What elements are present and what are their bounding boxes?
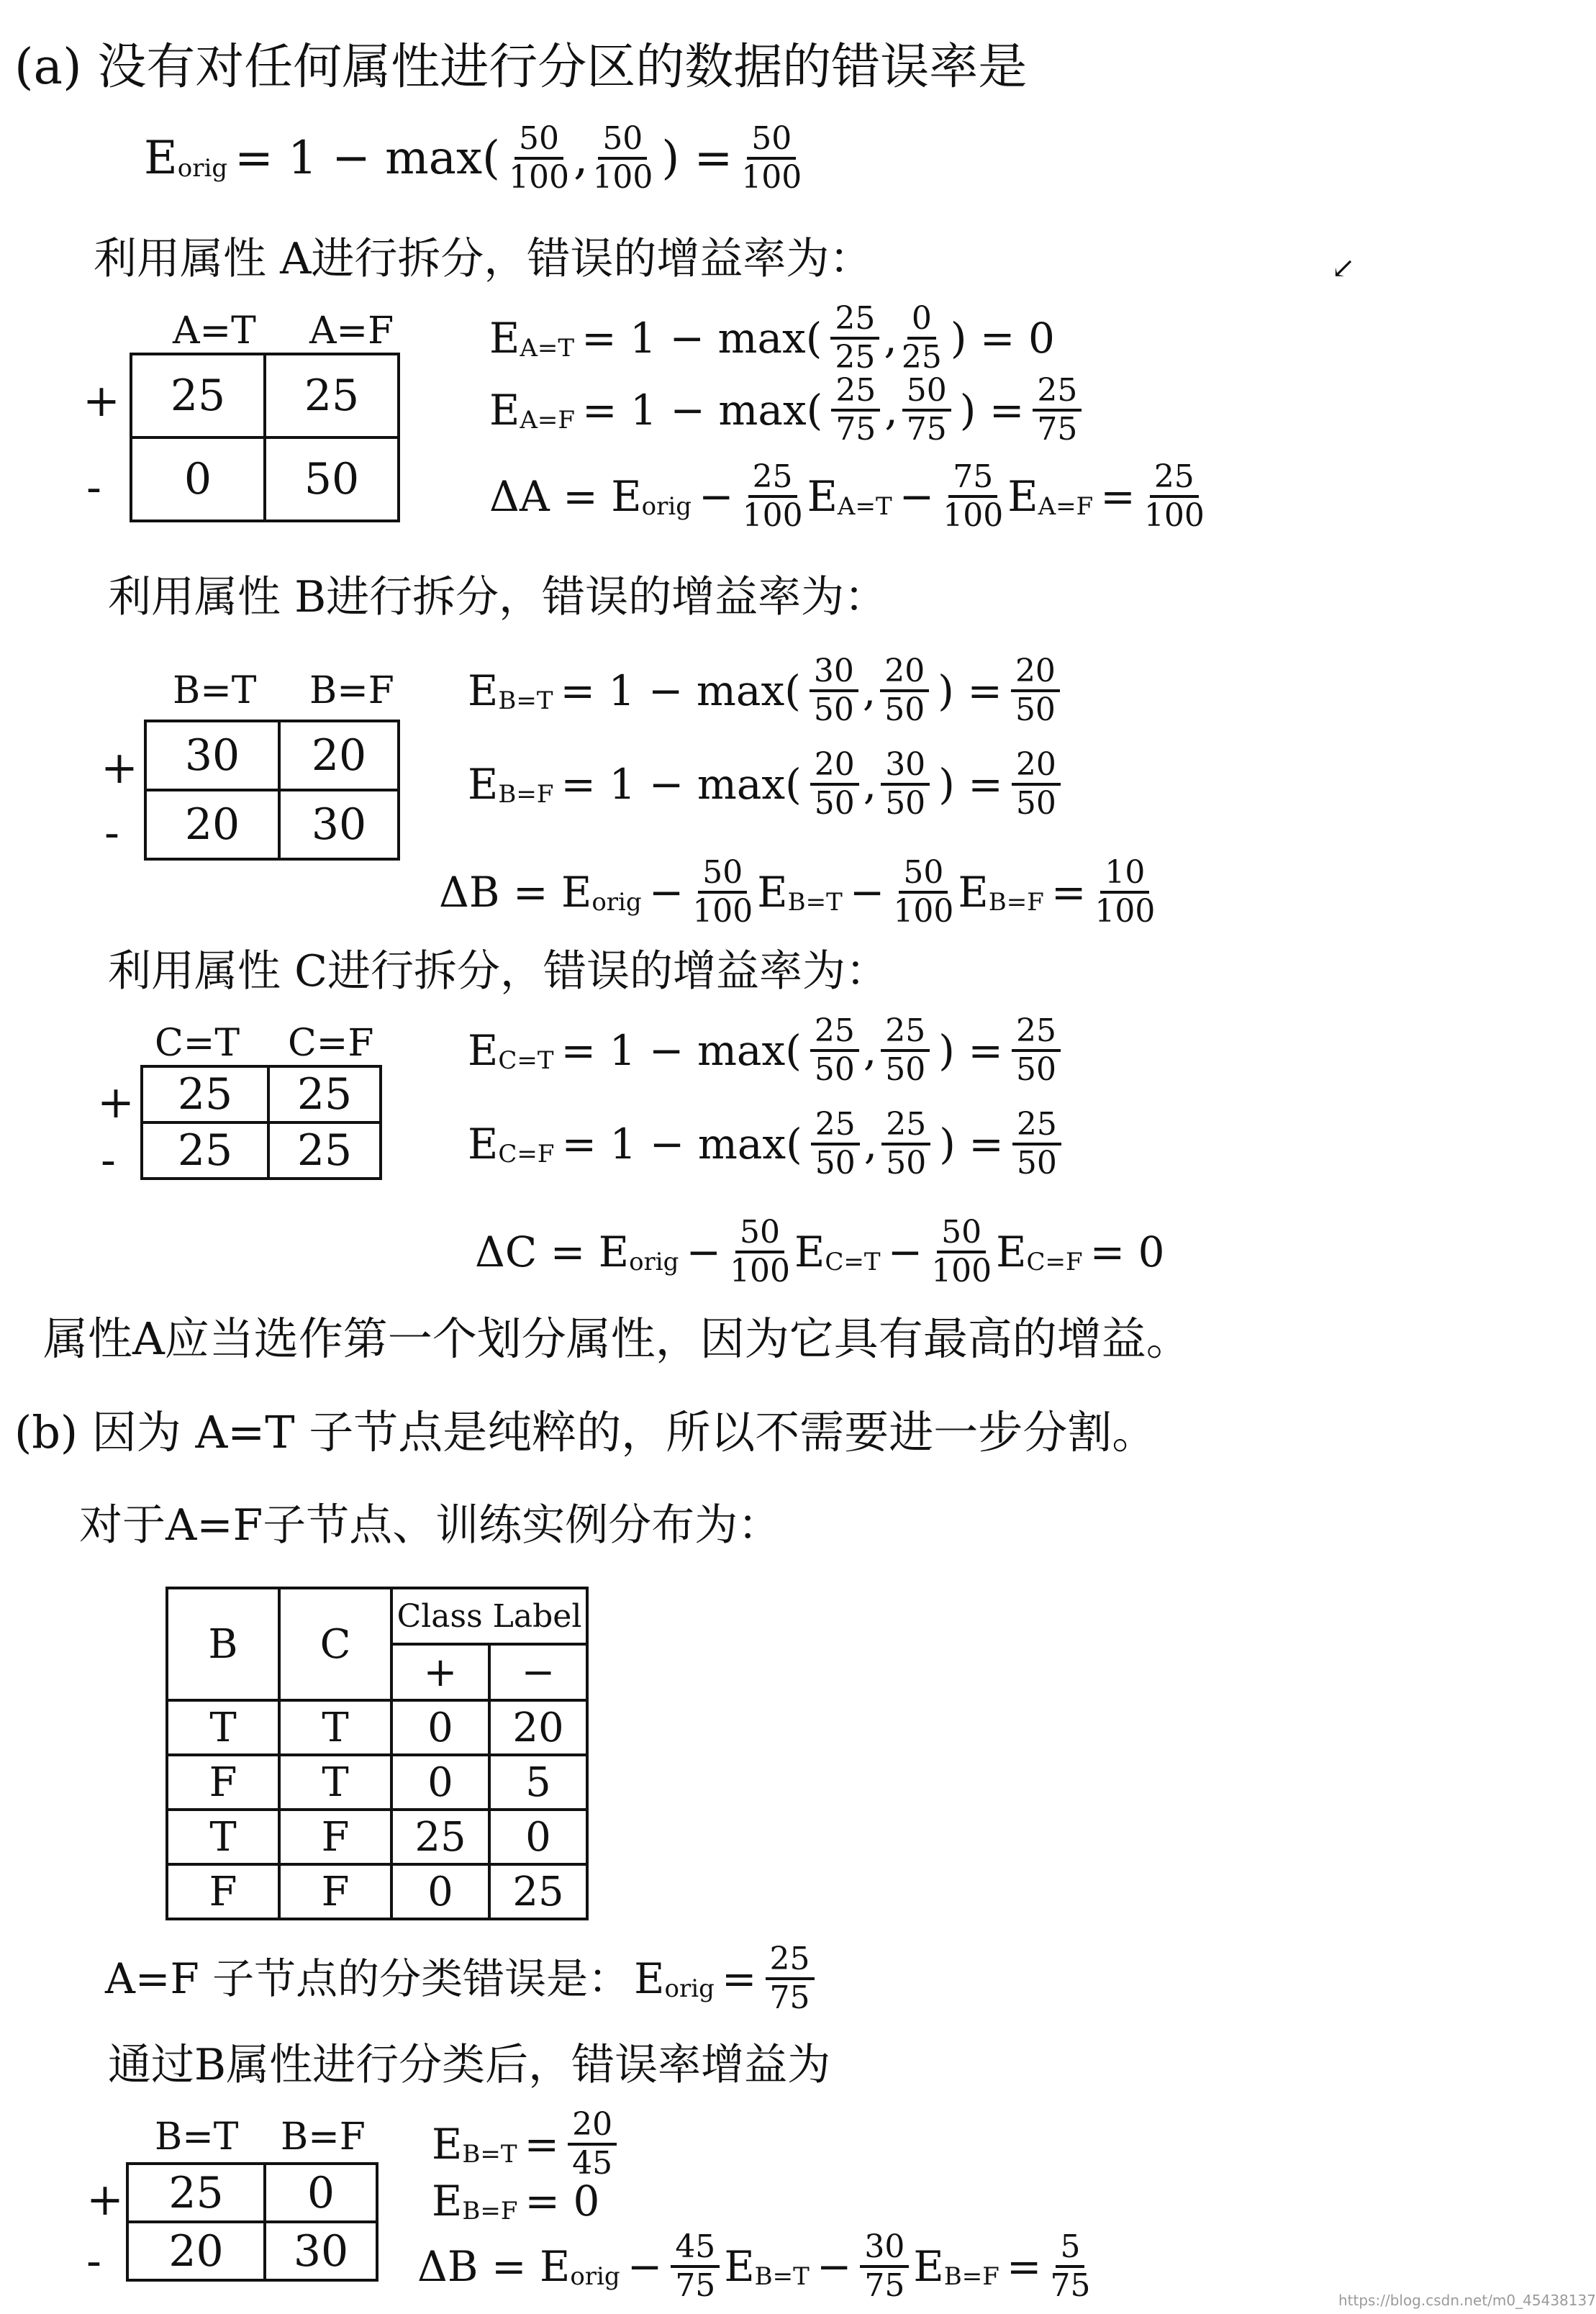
- frac-den: 75: [906, 411, 947, 448]
- cell: 5: [489, 1755, 587, 1810]
- frac-den: 100: [592, 159, 653, 196]
- tail: ) =: [939, 1120, 1004, 1169]
- col-header-class-label: Class Label: [391, 1588, 587, 1644]
- attr-a-delta: [489, 458, 1209, 535]
- eorig-lhs-sub: orig: [177, 154, 228, 183]
- equals: =: [721, 1954, 757, 2004]
- cell: T: [279, 1755, 391, 1810]
- cell: 0: [391, 1864, 489, 1919]
- minus: −: [887, 1228, 923, 1277]
- attr-c-col-f: C=F: [288, 1022, 374, 1065]
- mid: = 1 − max(: [561, 1120, 802, 1169]
- frac-num: 25: [748, 460, 797, 498]
- frac-den: 75: [1050, 2267, 1091, 2305]
- eorig-lhs: E: [144, 132, 178, 186]
- frac-den: 75: [835, 411, 876, 448]
- frac-den: 50: [885, 785, 926, 822]
- attr-b-col-t: B=T: [173, 669, 257, 712]
- lhs: E: [468, 760, 499, 809]
- weight-frac: [860, 2228, 909, 2305]
- lhs: ΔC = E: [475, 1228, 630, 1277]
- result-frac: [766, 1943, 815, 2015]
- e-term-sub: A=F: [1038, 492, 1094, 522]
- frac-num: 50: [747, 122, 796, 160]
- frac-num: 25: [1033, 374, 1082, 412]
- tail: = 0: [525, 2177, 600, 2225]
- cell: 20: [127, 2222, 265, 2280]
- frac-den: 100: [1143, 497, 1205, 535]
- result-frac: [568, 2108, 617, 2180]
- cell: F: [279, 1864, 391, 1919]
- eorig-result: [741, 122, 802, 194]
- eorig-frac-2: [592, 122, 653, 194]
- minus: −: [648, 868, 684, 917]
- lhs: E: [634, 1954, 665, 2004]
- frac-num: 25: [810, 1015, 859, 1052]
- frac: [881, 748, 930, 820]
- e-term-sub: B=T: [787, 888, 843, 917]
- attr-b-table: [144, 720, 400, 861]
- frac-num: 50: [937, 1216, 986, 1253]
- cell: 0: [489, 1810, 587, 1864]
- frac-den: 50: [1015, 1051, 1056, 1089]
- minus: −: [698, 472, 734, 522]
- cell: 25: [131, 354, 265, 437]
- cell: 20: [145, 790, 279, 859]
- e-term-sub: B=T: [754, 2262, 810, 2292]
- frac-den: 50: [1015, 785, 1056, 822]
- cell: 25: [268, 1066, 381, 1122]
- cell: 0: [265, 2164, 377, 2222]
- frac: [830, 302, 879, 374]
- frac-den: 75: [1037, 411, 1078, 448]
- table-row: [167, 1755, 587, 1810]
- cell: 30: [145, 721, 279, 790]
- frac-den: 25: [901, 339, 942, 376]
- attr-c-col-t: C=T: [155, 1022, 240, 1065]
- frac: [902, 374, 951, 446]
- cell: 30: [265, 2222, 377, 2280]
- col-header-minus: −: [489, 1644, 587, 1700]
- part-a-conclusion: 属性A应当选作第一个划分属性，因为它具有最高的增益。: [43, 1312, 1191, 1365]
- cell: 25: [489, 1864, 587, 1919]
- cell: F: [279, 1810, 391, 1864]
- e-term: E: [794, 1228, 825, 1277]
- attr-b-delta: [439, 856, 1159, 928]
- cell: 50: [265, 437, 399, 521]
- frac-num: 25: [1150, 460, 1199, 498]
- frac-num: 20: [810, 748, 859, 786]
- result-frac: [1033, 374, 1082, 446]
- frac: [881, 1108, 930, 1180]
- mid: = 1 − max(: [560, 666, 801, 716]
- frac: [810, 1012, 859, 1089]
- frac-num: 50: [598, 122, 647, 160]
- e-term-sub: C=F: [1026, 1248, 1083, 1277]
- frac-num: 75: [948, 460, 997, 498]
- e-term: E: [757, 868, 788, 917]
- frac-num: 20: [880, 655, 929, 692]
- col-header-b: B: [167, 1588, 279, 1700]
- e-term-sub: A=T: [837, 492, 892, 522]
- result-frac: [1012, 748, 1061, 820]
- weight-frac: [692, 856, 753, 928]
- equals: =: [1100, 472, 1135, 522]
- attr-a-eq2: E A=F = 1 − max( $\frac{25}{75}$ , $\frac{50}{75}$ ) = $\frac{25}{75}$: [489, 374, 1086, 446]
- split-sign-minus: -: [86, 2234, 101, 2287]
- e-term: E: [996, 1228, 1027, 1277]
- frac-num: 45: [671, 2231, 720, 2268]
- result-frac: [1011, 655, 1060, 727]
- cell: T: [167, 1810, 279, 1864]
- frac-den: 100: [742, 497, 803, 535]
- frac-den: 100: [730, 1253, 791, 1290]
- lhs-sub: orig: [591, 888, 642, 917]
- split-col-t: B=T: [155, 2115, 239, 2159]
- cell: 30: [279, 790, 399, 859]
- attr-a-table: [130, 353, 400, 522]
- attr-c-table: [140, 1065, 382, 1180]
- attr-a-eq1: E A=T = 1 − max( $\frac{25}{25}$ , $\frac{0}{25}$ ) = 0: [489, 302, 1059, 374]
- minus: −: [849, 868, 885, 917]
- attr-a-sign-minus: -: [86, 460, 101, 513]
- frac-num: 20: [568, 2108, 617, 2146]
- eorig-mid: = 1 − max(: [235, 132, 500, 186]
- minus: −: [816, 2242, 852, 2292]
- frac-den: 100: [931, 1253, 992, 1290]
- table-row: [167, 1700, 587, 1755]
- frac-den: 100: [741, 159, 802, 196]
- mid: = 1 − max(: [561, 1026, 802, 1076]
- equals: =: [1051, 868, 1087, 917]
- equals: =: [524, 2120, 560, 2169]
- cell: 25: [265, 354, 399, 437]
- attr-b-intro: 利用属性 B进行拆分，错误的增益率为：: [108, 572, 888, 622]
- equals: =: [1006, 2242, 1042, 2292]
- attr-c-intro: 利用属性 C进行拆分，错误的增益率为：: [108, 946, 889, 997]
- frac-den: 75: [675, 2267, 716, 2305]
- cell: 25: [127, 2164, 265, 2222]
- frac-num: 30: [860, 2231, 909, 2268]
- lhs-sub: C=T: [498, 1046, 554, 1076]
- attr-b-eq2: E B=F = 1 − max( $\frac{20}{50}$ , $\frac{30}{50}$ ) = $\frac{20}{50}$: [468, 748, 1065, 820]
- frac: [811, 1108, 860, 1180]
- cell: 20: [279, 721, 399, 790]
- cell: F: [167, 1864, 279, 1919]
- lhs-sub: orig: [664, 1974, 715, 2004]
- lhs-sub: C=F: [498, 1140, 555, 1169]
- frac-num: 20: [1011, 655, 1060, 692]
- attr-b-sign-plus: +: [101, 741, 138, 794]
- frac-den: 75: [864, 2267, 905, 2305]
- part-b-delta: [417, 2228, 1094, 2305]
- frac-num: 0: [907, 302, 936, 340]
- lhs-sub: orig: [570, 2262, 620, 2292]
- frac-num: 50: [698, 856, 747, 894]
- frac-num: 50: [514, 122, 563, 160]
- frac-den: 100: [943, 497, 1004, 535]
- lhs-sub: A=T: [520, 334, 575, 363]
- frac-num: 25: [881, 1015, 930, 1052]
- result-frac: [1143, 458, 1205, 535]
- frac-den: 100: [509, 159, 569, 196]
- lhs: E: [432, 2120, 463, 2169]
- e-term: E: [958, 868, 989, 917]
- frac-num: 25: [1012, 1108, 1061, 1145]
- attr-c-eq2: E C=F = 1 − max( $\frac{25}{50}$ , $\frac{25}{50}$ ) = $\frac{25}{50}$: [468, 1108, 1066, 1180]
- attr-b-sign-minus: -: [104, 806, 119, 858]
- frac-num: 30: [810, 655, 858, 692]
- frac-num: 25: [811, 1108, 860, 1145]
- part-b-line2: 对于A=F子节点、训练实例分布为：: [79, 1500, 781, 1551]
- cell: 25: [391, 1810, 489, 1864]
- gain-intro: 通过B属性进行分类后，错误率增益为: [108, 2040, 831, 2090]
- result-frac: [1012, 1108, 1061, 1180]
- frac-den: 50: [886, 1145, 927, 1182]
- lhs-sub: A=F: [520, 406, 575, 435]
- weight-frac: [893, 856, 953, 928]
- frac: [831, 374, 880, 446]
- ebt-equation: [432, 2108, 621, 2180]
- frac-den: 50: [814, 785, 855, 822]
- lhs-sub: orig: [629, 1248, 679, 1277]
- cell: 25: [142, 1122, 268, 1179]
- minus: −: [627, 2242, 663, 2292]
- eorig-close: ) =: [661, 132, 733, 186]
- frac-den: 50: [1015, 691, 1056, 729]
- weight-frac: [943, 458, 1004, 535]
- frac-den: 75: [769, 1979, 810, 2017]
- afnode-distribution-table: [166, 1587, 589, 1920]
- attr-c-delta: [475, 1216, 1169, 1288]
- lhs: E: [468, 1026, 499, 1076]
- lhs-sub: orig: [641, 492, 692, 522]
- frac-num: 25: [766, 1943, 815, 1980]
- frac-num: 5: [1056, 2231, 1084, 2268]
- mid: = 1 − max(: [581, 386, 823, 435]
- weight-frac: [671, 2228, 720, 2305]
- frac: [810, 655, 858, 727]
- weight-frac: [742, 458, 803, 535]
- lhs: E: [432, 2177, 463, 2225]
- attr-a-col-t: A=T: [173, 309, 256, 353]
- afnode-error-text: A=F 子节点的分类错误是：: [105, 1954, 630, 2004]
- eorig-comma: ,: [573, 132, 589, 186]
- ebf-equation: [432, 2177, 604, 2225]
- cell: 0: [131, 437, 265, 521]
- part-b-line1: (b) 因为 A=T 子节点是纯粹的，所以不需要进一步分割。: [14, 1406, 1157, 1458]
- lhs-sub: B=F: [498, 780, 554, 809]
- result-frac: [1012, 1012, 1061, 1089]
- frac: [810, 748, 859, 820]
- lhs: ΔA = E: [489, 472, 642, 522]
- lhs: E: [489, 314, 520, 363]
- attr-b-eq1: E B=T = 1 − max( $\frac{30}{50}$ , $\frac{20}{50}$ ) = $\frac{20}{50}$: [468, 655, 1064, 727]
- tail: ) = 0: [950, 314, 1055, 363]
- frac-num: 25: [881, 1108, 930, 1145]
- attr-c-sign-minus: -: [101, 1133, 116, 1186]
- lhs: E: [468, 1120, 499, 1169]
- minus: −: [686, 1228, 722, 1277]
- frac-den: 50: [884, 691, 925, 729]
- frac-num: 50: [899, 856, 948, 894]
- frac: [881, 1012, 930, 1089]
- attr-c-sign-plus: +: [97, 1076, 135, 1128]
- part-a-heading: (a) 没有对任何属性进行分区的数据的错误率是: [14, 39, 1028, 96]
- frac-den: 50: [814, 1051, 855, 1089]
- frac-num: 20: [1012, 748, 1061, 786]
- e-term-sub: B=F: [988, 888, 1044, 917]
- tail: ) =: [938, 666, 1002, 716]
- split-col-f: B=F: [281, 2115, 366, 2159]
- lhs-sub: B=T: [462, 2140, 517, 2169]
- col-header-plus: +: [391, 1644, 489, 1700]
- frac-den: 50: [815, 1145, 856, 1182]
- cell: 25: [268, 1122, 381, 1179]
- attr-c-eq1: E C=T = 1 − max( $\frac{25}{50}$ , $\frac{25}{50}$ ) = $\frac{25}{50}$: [468, 1015, 1065, 1086]
- frac: [880, 655, 929, 727]
- frac-den: 100: [1094, 893, 1156, 930]
- table-row: [167, 1864, 587, 1919]
- minus: −: [899, 472, 935, 522]
- col-header-c: C: [279, 1588, 391, 1700]
- frac-num: 10: [1100, 856, 1149, 894]
- lhs: ΔB = E: [439, 868, 592, 917]
- cell: 20: [489, 1700, 587, 1755]
- attr-b-col-f: B=F: [309, 669, 394, 712]
- frac-den: 100: [893, 893, 954, 930]
- e-term: E: [1007, 472, 1038, 522]
- attr-a-col-f: A=F: [309, 309, 394, 353]
- cell: 25: [142, 1066, 268, 1122]
- lhs: ΔB = E: [417, 2242, 571, 2292]
- frac-den: 50: [885, 1051, 926, 1089]
- frac-den: 100: [692, 893, 753, 930]
- cell: F: [167, 1755, 279, 1810]
- result-frac: [1094, 856, 1155, 928]
- weight-frac: [931, 1216, 992, 1288]
- eorig-equation: [144, 122, 806, 194]
- lhs-sub: B=T: [498, 686, 553, 716]
- result-frac: [1050, 2228, 1091, 2305]
- e-term-sub: B=F: [943, 2262, 999, 2292]
- e-term: E: [724, 2242, 755, 2292]
- weight-frac: [730, 1216, 790, 1288]
- tail: = 0: [1089, 1228, 1165, 1277]
- lhs: E: [489, 386, 520, 435]
- mid: = 1 − max(: [581, 314, 822, 363]
- frac-num: 25: [831, 374, 880, 412]
- attr-a-sign-plus: +: [83, 374, 120, 427]
- mid: = 1 − max(: [561, 760, 802, 809]
- e-term: E: [913, 2242, 944, 2292]
- watermark: https://blog.csdn.net/m0_45438137: [1338, 2292, 1596, 2309]
- stray-pen-mark: ↙: [1331, 252, 1356, 285]
- frac-num: 25: [1012, 1015, 1061, 1052]
- cell: 0: [391, 1700, 489, 1755]
- cell: T: [279, 1700, 391, 1755]
- split-table: [126, 2162, 378, 2282]
- frac-den: 45: [572, 2145, 613, 2182]
- frac-den: 50: [813, 691, 854, 729]
- tail: ) =: [959, 386, 1025, 435]
- afnode-error-line: [101, 1943, 819, 2015]
- lhs-sub: B=F: [462, 2197, 518, 2225]
- table-row: [167, 1810, 587, 1864]
- eorig-frac-1: [509, 122, 569, 194]
- tail: ) =: [938, 760, 1003, 809]
- cell: T: [167, 1700, 279, 1755]
- frac-den: 25: [835, 339, 876, 376]
- frac-num: 30: [881, 748, 930, 786]
- frac-num: 25: [830, 302, 879, 340]
- e-term-sub: C=T: [825, 1248, 881, 1277]
- tail: ) =: [938, 1026, 1003, 1076]
- split-sign-plus: +: [86, 2173, 124, 2225]
- attr-a-intro: 利用属性 A进行拆分，错误的增益率为：: [94, 234, 873, 284]
- frac-den: 50: [1016, 1145, 1057, 1182]
- frac: [902, 302, 942, 374]
- frac-num: 50: [735, 1216, 784, 1253]
- e-term: E: [807, 472, 838, 522]
- frac-num: 50: [902, 374, 951, 412]
- lhs: E: [468, 666, 499, 716]
- cell: 0: [391, 1755, 489, 1810]
